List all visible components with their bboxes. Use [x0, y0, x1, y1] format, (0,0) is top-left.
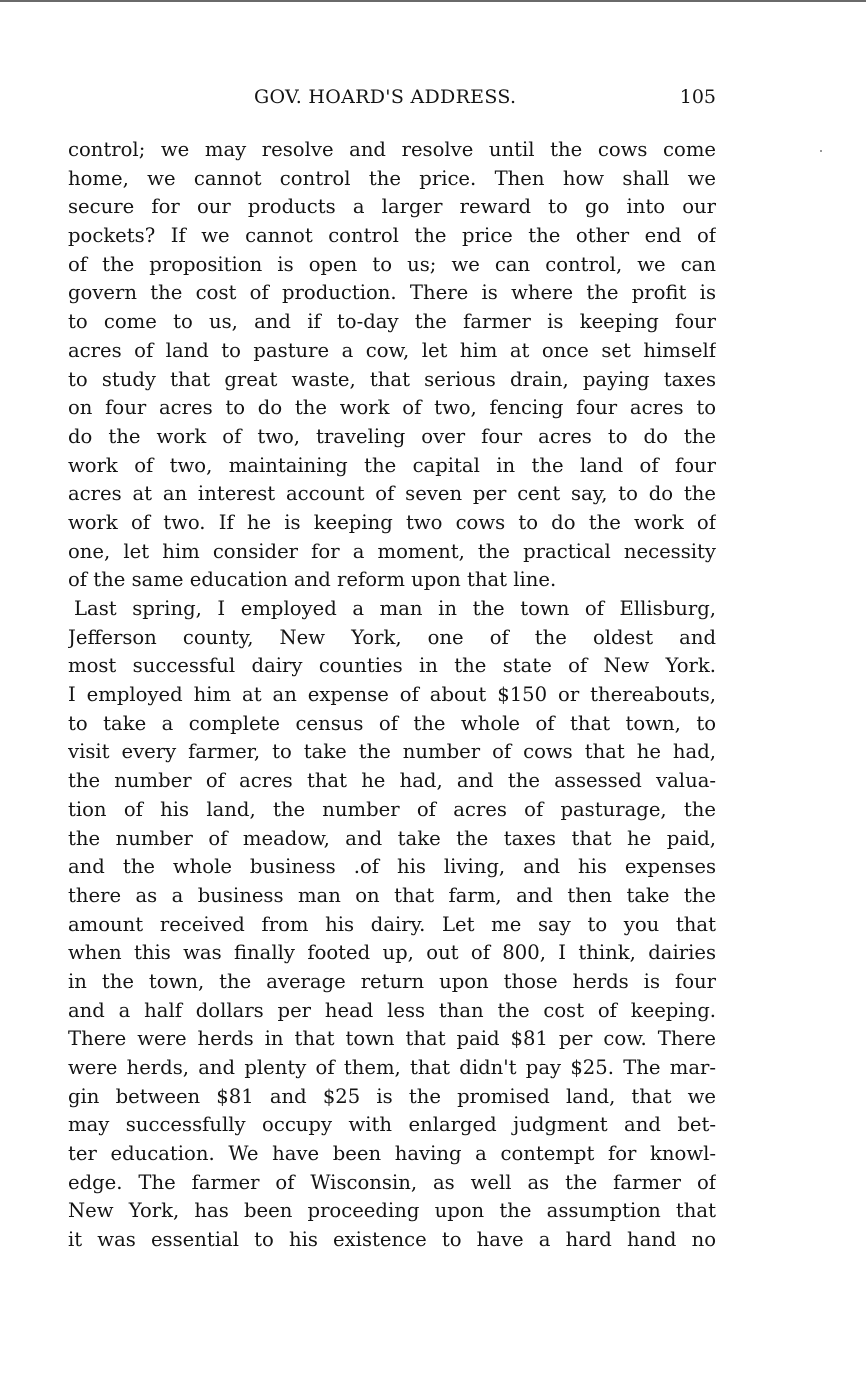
text-line: edge. The farmer of Wisconsin, as well as the farmer of — [68, 1170, 716, 1194]
text-line: of the same education and reform upon that line. — [68, 568, 557, 592]
page-header — [68, 86, 716, 116]
scan-speck — [820, 150, 822, 152]
text-line: to study that great waste, that serious drain, paying taxes — [68, 367, 716, 391]
text-line: work of two, maintaining the capital in the land of four — [68, 453, 716, 477]
body-text — [68, 136, 716, 1255]
paragraph-2 — [68, 595, 716, 1255]
text-line: gin between $81 and $25 is the promised land, that we — [68, 1084, 716, 1108]
text-line: on four acres to do the work of two, fencing four acres to — [68, 396, 716, 420]
text-line: acres of land to pasture a cow, let him at once set himself — [68, 338, 716, 362]
text-line: and the whole business .of his living, and his expenses — [68, 855, 716, 879]
text-line: one, let him consider for a moment, the practical necessity — [68, 539, 716, 563]
text-line: I employed him at an expense of about $150 or thereabouts, — [68, 683, 716, 707]
text-line: tion of his land, the number of acres of pasturage, the — [68, 797, 716, 821]
text-line: New York, has been proceeding upon the assumption that — [68, 1199, 716, 1223]
text-line: to come to us, and if to-day the farmer is keeping four — [68, 310, 716, 334]
text-line: pockets? If we cannot control the price the other end of — [68, 224, 716, 248]
page-top-edge — [0, 0, 866, 2]
text-line: and a half dollars per head less than the cost of keeping. — [68, 998, 716, 1022]
text-line: in the town, the average return upon those herds is four — [68, 969, 716, 993]
text-line: may successfully occupy with enlarged judgment and bet- — [68, 1113, 716, 1137]
text-line: control; we may resolve and resolve until the cows come — [68, 138, 716, 161]
text-line: Last spring, I employed a man in the town of Ellisburg, — [74, 597, 716, 620]
text-line: most successful dairy counties in the state of New York. — [68, 654, 716, 678]
text-line: There were herds in that town that paid $81 per cow. There — [68, 1027, 716, 1051]
text-line: of the proposition is open to us; we can control, we can — [68, 252, 716, 276]
text-line: were herds, and plenty of them, that didn't pay $25. The mar- — [68, 1056, 716, 1079]
text-line: there as a business man on that farm, and then take the — [68, 883, 716, 907]
text-line: secure for our products a larger reward to go into our — [68, 195, 716, 219]
page-number: 105 — [679, 86, 716, 108]
text-line: govern the cost of production. There is where the profit is — [68, 281, 716, 305]
text-line: work of two. If he is keeping two cows to do the work of — [68, 510, 716, 534]
text-line: ter education. We have been having a contempt for knowl- — [68, 1142, 716, 1166]
text-line: the number of meadow, and take the taxes that he paid, — [68, 826, 716, 850]
text-line: the number of acres that he had, and the assessed valua- — [68, 769, 716, 793]
text-line: do the work of two, traveling over four acres to do the — [68, 424, 716, 448]
paragraph-1 — [68, 136, 716, 595]
text-line: amount received from his dairy. Let me say to you that — [68, 912, 716, 936]
running-title: GOV. HOARD'S ADDRESS. — [254, 86, 517, 108]
text-line: acres at an interest account of seven per cent say, to do the — [68, 482, 716, 506]
text-line: Jefferson county, New York, one of the oldest and — [68, 625, 716, 649]
text-line: it was essential to his existence to have a hard hand no — [68, 1228, 716, 1252]
text-line: to take a complete census of the whole of that town, to — [68, 711, 716, 735]
text-line: visit every farmer, to take the number of cows that he had, — [68, 740, 716, 764]
text-line: when this was finally footed up, out of 800, I think, dairies — [68, 941, 716, 965]
text-line: home, we cannot control the price. Then how shall we — [68, 166, 716, 190]
